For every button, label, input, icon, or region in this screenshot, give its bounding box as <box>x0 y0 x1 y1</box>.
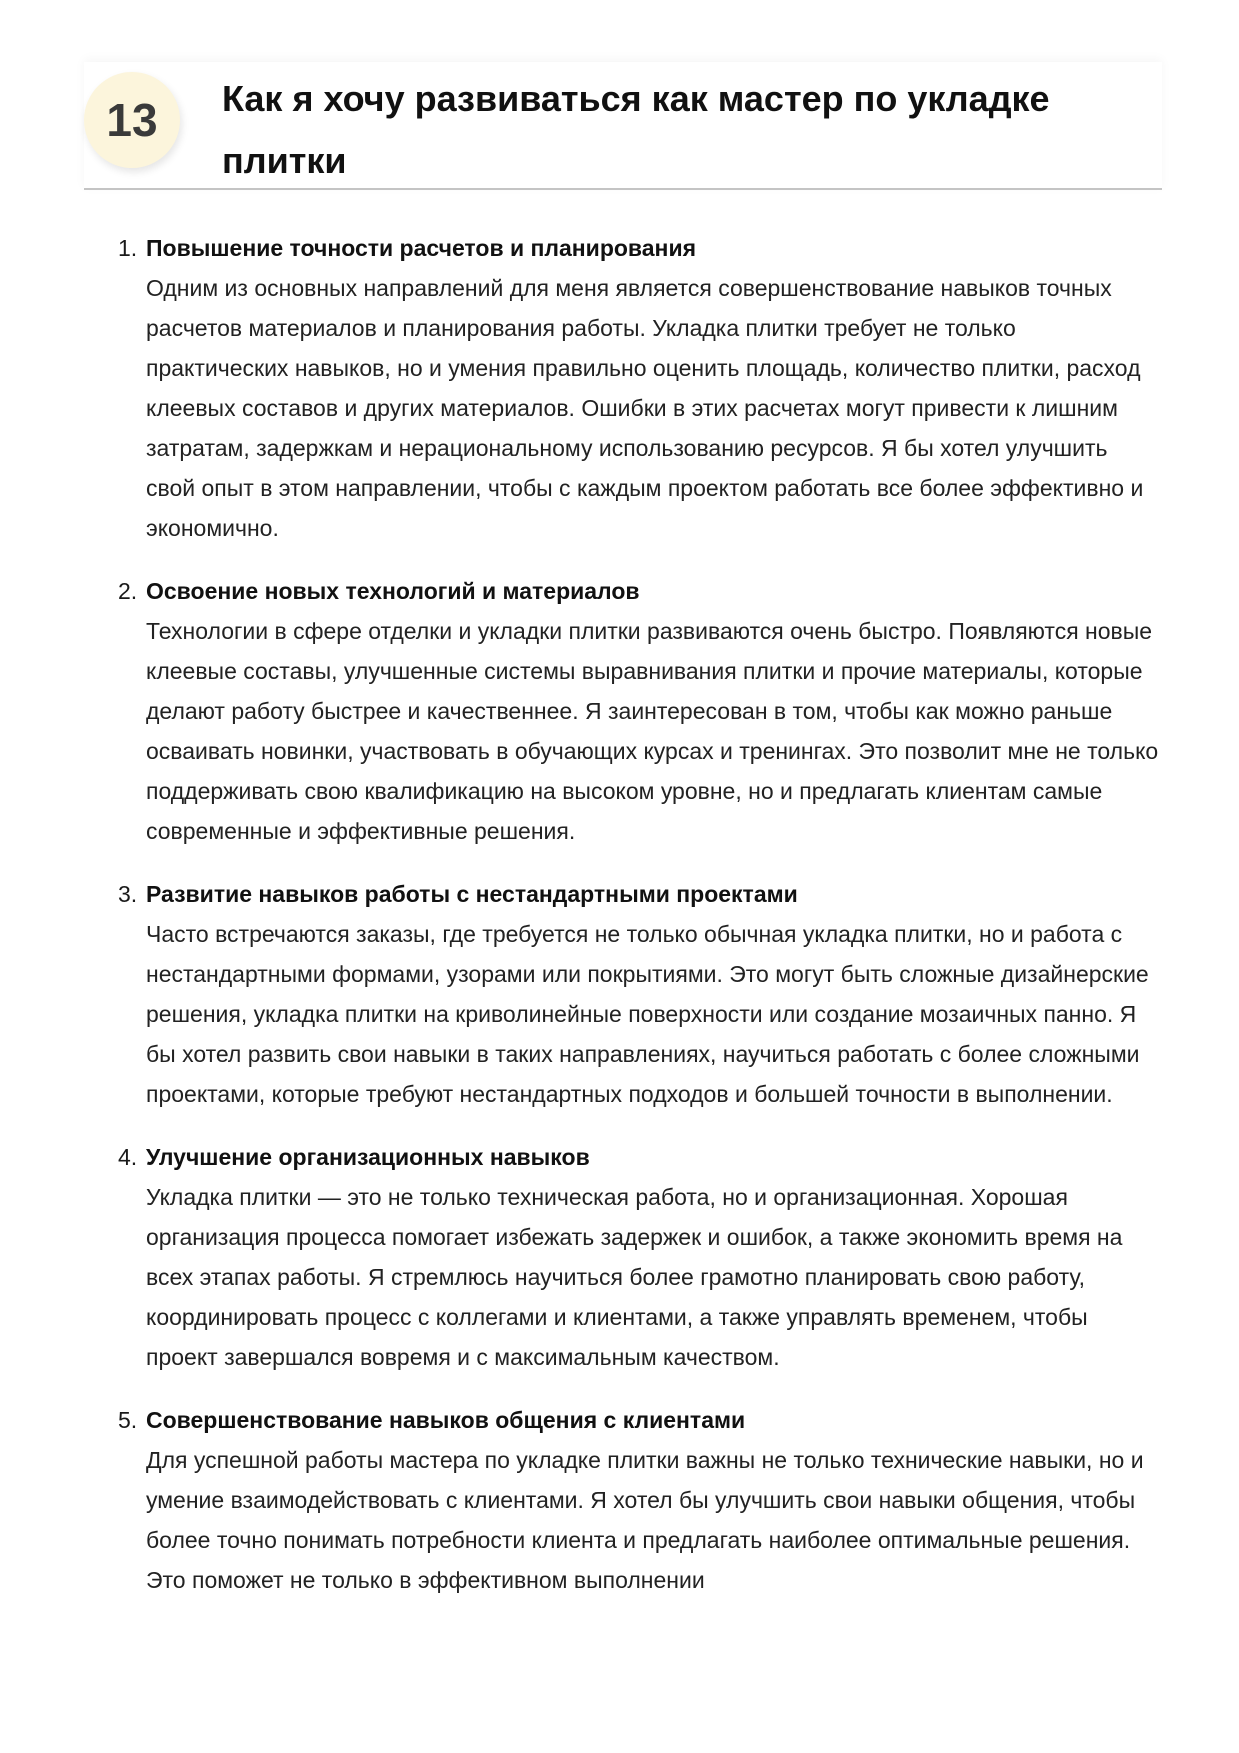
list-item-number: 3. <box>118 881 138 907</box>
page-title: Как я хочу развиваться как мастер по укладке плитки <box>222 78 1050 181</box>
section-number-badge: 13 <box>84 72 180 168</box>
list-item-number: 2. <box>118 578 138 604</box>
list-item-title: Совершенствование навыков общения с клиентами <box>146 1407 746 1433</box>
list-item-body: Часто встречаются заказы, где требуется не только обычная укладка плитки, но и работа с нестандартными формами, узорами или покрытиями. Это могут быть сложные дизайнерские решения, укладка плитки на криволинейные поверхности или создание мозаичных панно. Я бы хотел развить свои навыки в таких направлениях, научиться работать с более сложными проектами, которые требуют нестандартных подходов и большей точности в выполнении. <box>146 921 1149 1107</box>
list-item-body: Для успешной работы мастера по укладке плитки важны не только технические навыки, но и умение взаимодействовать с клиентами. Я хотел бы улучшить свои навыки общения, чтобы более точно понимать потребности клиента и предлагать наиболее оптимальные решения. Это поможет не только в эффективном выполнении <box>146 1447 1144 1593</box>
list-item-title: Развитие навыков работы с нестандартными проектами <box>146 881 798 907</box>
list-item-body: Одним из основных направлений для меня является совершенствование навыков точных расчетов материалов и планирования работы. Укладка плитки требует не только практических навыков, но и умения правильно оценить площадь, количество плитки, расход клеевых составов и других материалов. Ошибки в этих расчетах могут привести к лишним затратам, задержкам и нерациональному использованию ресурсов. Я бы хотел улучшить свой опыт в этом направлении, чтобы с каждым проектом работать все более эффективно и экономично. <box>146 275 1144 541</box>
list-item-number: 1. <box>118 235 138 261</box>
list-item-title: Повышение точности расчетов и планирования <box>146 235 697 261</box>
list-item-body: Укладка плитки — это не только техническая работа, но и организационная. Хорошая организация процесса помогает избежать задержек и ошибок, а также экономить время на всех этапах работы. Я стремлюсь научиться более грамотно планировать свою работу, координировать процесс с коллегами и клиентами, а также управлять временем, чтобы проект завершался вовремя и с максимальным качеством. <box>146 1184 1123 1370</box>
list-item <box>118 228 1162 548</box>
list-item-body: Технологии в сфере отделки и укладки плитки развиваются очень быстро. Появляются новые клеевые составы, улучшенные системы выравнивания плитки и прочие материалы, которые делают работу быстрее и качественнее. Я заинтересован в том, чтобы как можно раньше осваивать новинки, участвовать в обучающих курсах и тренингах. Это позволит мне не только поддерживать свою квалификацию на высоком уровне, но и предлагать клиентам самые современные и эффективные решения. <box>146 618 1159 844</box>
list-item <box>118 1400 1162 1600</box>
list-item <box>118 571 1162 851</box>
list-item-number: 5. <box>118 1407 138 1433</box>
goals-list <box>118 228 1162 1623</box>
list-item-number: 4. <box>118 1144 138 1170</box>
list-item-title: Освоение новых технологий и материалов <box>146 578 640 604</box>
list-item-title: Улучшение организационных навыков <box>146 1144 590 1170</box>
list-item <box>118 1137 1162 1377</box>
section-header <box>84 62 1162 190</box>
list-item <box>118 874 1162 1114</box>
